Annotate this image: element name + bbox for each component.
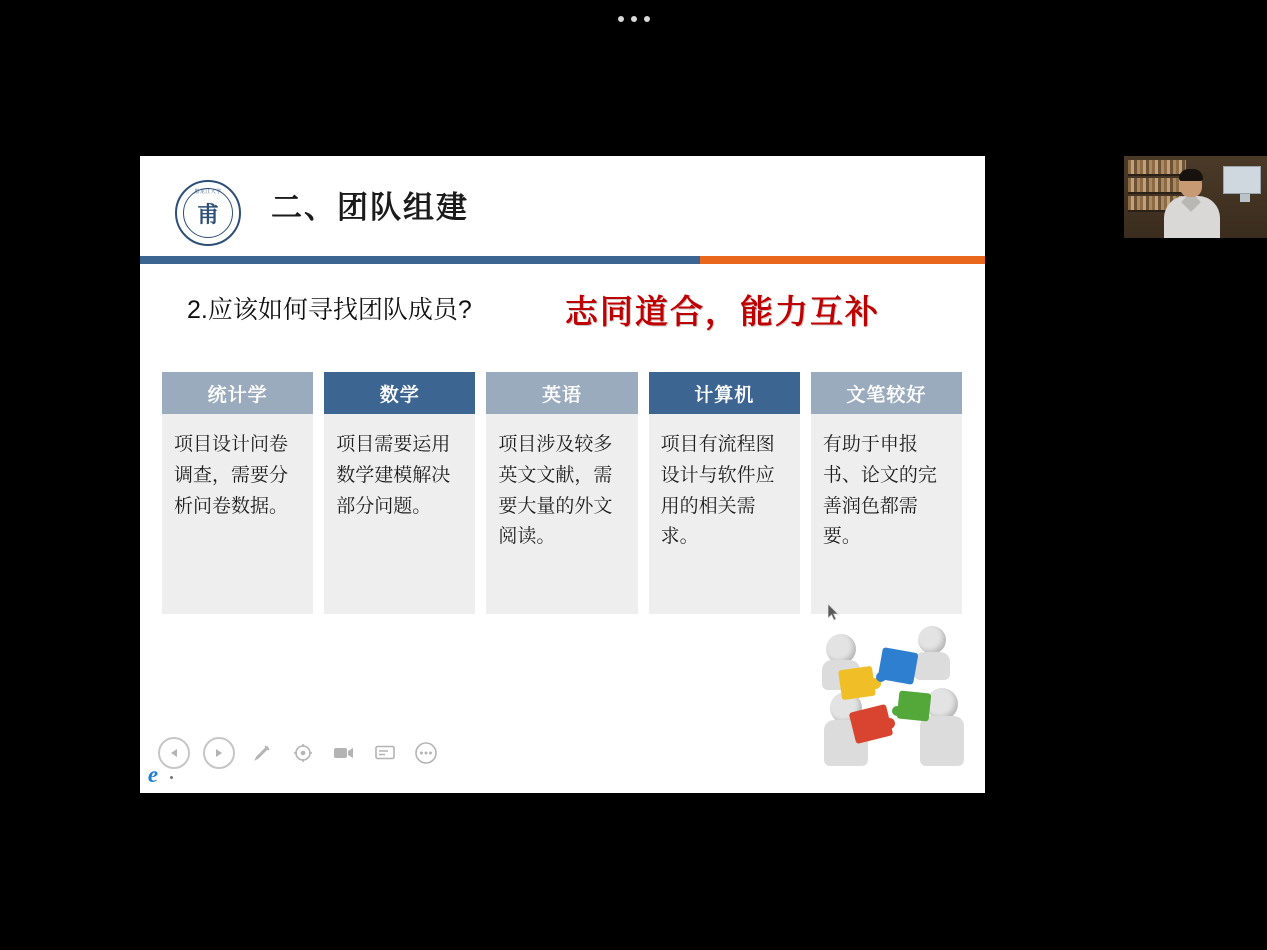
bookshelf-row <box>1128 160 1186 176</box>
skill-column <box>811 372 962 614</box>
pencil-icon <box>252 743 272 763</box>
webcam-background <box>1124 156 1267 238</box>
target-icon <box>293 743 313 763</box>
header-bar-right <box>700 256 985 264</box>
caption-icon <box>375 745 395 761</box>
record-button[interactable] <box>330 739 358 767</box>
skill-column-body: 项目需要运用数学建模解决部分问题。 <box>324 414 475 614</box>
slide-toolbar[interactable] <box>158 737 440 769</box>
cursor-arrow-icon <box>828 604 840 622</box>
figure-body <box>914 652 950 680</box>
control-dot <box>644 16 650 22</box>
presenter-webcam-thumbnail[interactable] <box>1124 156 1267 238</box>
skill-column-header: 数学 <box>324 372 475 414</box>
background-monitor <box>1223 166 1261 194</box>
puzzle-people-illustration <box>818 626 973 776</box>
bookshelf-row <box>1128 178 1186 194</box>
skill-column-header: 计算机 <box>649 372 800 414</box>
question-row <box>140 284 985 344</box>
skill-column-header: 文笔较好 <box>811 372 962 414</box>
skill-column-body: 有助于申报书、论文的完善润色都需要。 <box>811 414 962 614</box>
skill-column-header: 英语 <box>486 372 637 414</box>
mouse-cursor <box>828 604 840 622</box>
puzzle-nub <box>892 706 902 716</box>
logo-glyph: 甫 <box>183 188 233 238</box>
skill-column-body: 项目设计问卷调查，需要分析问卷数据。 <box>162 414 313 614</box>
more-options-button[interactable] <box>412 739 440 767</box>
subtitle-button[interactable] <box>371 739 399 767</box>
taskbar-indicator-dot <box>170 776 173 779</box>
presentation-slide[interactable] <box>140 156 985 793</box>
screen-share-control-dots[interactable] <box>0 8 1267 30</box>
ellipsis-icon <box>415 742 437 764</box>
skill-column <box>486 372 637 614</box>
header-bar-left <box>140 256 700 264</box>
header-accent-bar <box>140 256 985 264</box>
skill-column-body: 项目涉及较多英文文献，需要大量的外文阅读。 <box>486 414 637 614</box>
skill-column-header: 统计学 <box>162 372 313 414</box>
presenter-hair <box>1179 169 1203 181</box>
pen-tool-button[interactable] <box>248 739 276 767</box>
logo-ring-text: 黑龙江大学 <box>194 189 222 195</box>
control-dot <box>618 16 624 22</box>
control-dot <box>631 16 637 22</box>
puzzle-nub <box>876 672 886 682</box>
internet-explorer-icon[interactable]: e <box>147 762 159 787</box>
video-camera-icon <box>333 745 355 761</box>
triangle-right-icon <box>213 747 225 759</box>
slide-header <box>140 156 985 256</box>
skill-columns <box>162 372 962 614</box>
puzzle-piece-green <box>897 690 932 721</box>
university-logo <box>175 180 241 246</box>
slide-title: 二、团队组建 <box>271 190 469 225</box>
skill-column <box>649 372 800 614</box>
puzzle-nub <box>884 718 895 729</box>
slogan-text: 志同道合，能力互补 <box>565 293 880 330</box>
skill-column <box>162 372 313 614</box>
skill-column <box>324 372 475 614</box>
triangle-left-icon <box>168 747 180 759</box>
skill-column-body: 项目有流程图设计与软件应用的相关需求。 <box>649 414 800 614</box>
figure-head <box>918 626 946 654</box>
question-text: 2.应该如何寻找团队成员? <box>187 296 472 324</box>
figure-body <box>920 716 964 766</box>
laser-pointer-button[interactable] <box>289 739 317 767</box>
background-object <box>1240 194 1250 202</box>
next-slide-button[interactable] <box>203 737 235 769</box>
